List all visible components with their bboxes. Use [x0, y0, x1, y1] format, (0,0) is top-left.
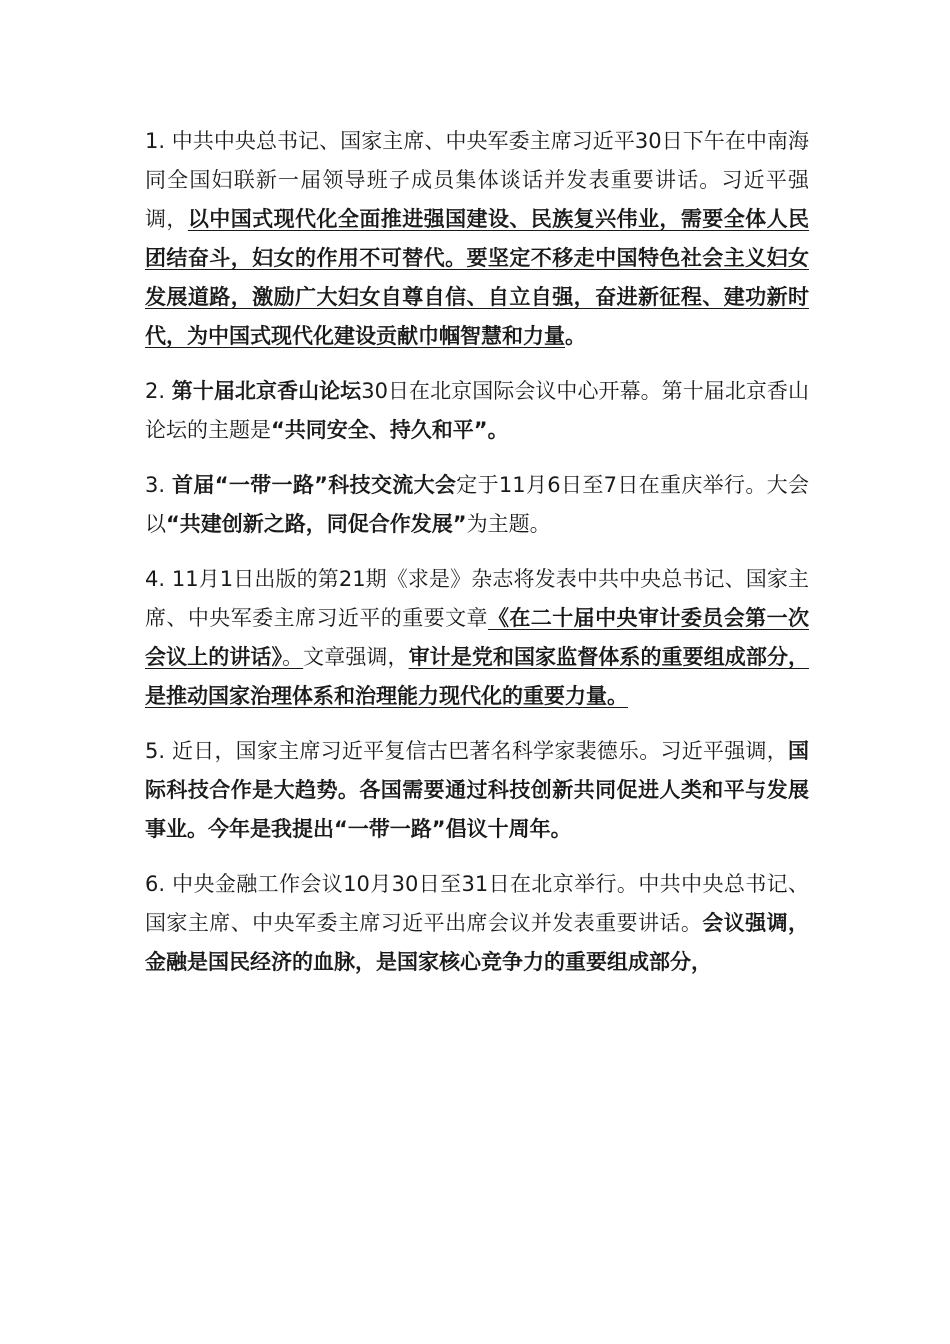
item-2-text: 30日在北京国际会议中心开幕。第十届北京香山论坛的主题是 — [145, 379, 809, 442]
item-4-highlight: 审计是党和国家监督体系的重要组成部分，是推动国家治理体系和治理能力现代化的重要力量。 — [145, 645, 810, 708]
item-3-theme: “共建创新之路，同促合作发展” — [166, 512, 467, 536]
item-3-text: 定于11月6日至7日在重庆举行。大会以 — [145, 473, 809, 536]
news-item-6 — [145, 865, 809, 982]
item-4-period: 。 — [282, 645, 304, 669]
item-3-number: 3. — [145, 473, 173, 497]
document-body — [145, 122, 809, 998]
news-item-1 — [145, 122, 809, 356]
item-4-article-title: 《在二十届中央审计委员会第一次会议上的讲话》 — [145, 606, 810, 669]
item-4-text-1: 4. 11月1日出版的第21期《求是》杂志将发表中共中央总书记、国家主席、中央军委主席习近平的重要文章 — [145, 567, 809, 630]
item-6-text: 6. 中央金融工作会议10月30日至31日在北京举行。中共中央总书记、国家主席、中央军委主席习近平出席会议并发表重要讲话。 — [145, 872, 809, 935]
item-1-text-1: 1. 中共中央总书记、国家主席、中央军委主席习近平30日下午在中南海同全国妇联新一届领导班子成员集体谈话并发表重要讲话。习近平强调， — [145, 129, 809, 231]
item-6-highlight: 会议强调，金融是国民经济的血脉，是国家核心竞争力的重要组成部分， — [145, 911, 809, 974]
item-3-event: 首届“一带一路”科技交流大会 — [172, 473, 457, 497]
item-5-text: 5. 近日，国家主席习近平复信古巴著名科学家裴德乐。习近平强调， — [145, 739, 788, 763]
news-item-2 — [145, 372, 809, 450]
item-1-text-end: 。 — [565, 324, 586, 348]
item-2-theme: “共同安全、持久和平”。 — [271, 418, 509, 442]
item-5-highlight: 国际科技合作是大趋势。各国需要通过科技创新共同促进人类和平与发展事业。今年是我提出“一带一路”倡议十周年。 — [145, 739, 809, 841]
news-item-5 — [145, 732, 809, 849]
news-item-3 — [145, 466, 809, 544]
item-3-text-end: 为主题。 — [466, 512, 551, 536]
item-2-number: 2. — [145, 379, 172, 403]
news-item-4 — [145, 560, 809, 716]
item-4-text-2: 文章强调， — [303, 645, 409, 669]
item-2-event: 第十届北京香山论坛 — [171, 379, 362, 403]
item-1-highlight: 以中国式现代化全面推进强国建设、民族复兴伟业，需要全体人民团结奋斗，妇女的作用不可替代。要坚定不移走中国特色社会主义妇女发展道路，激励广大妇女自尊自信、自立自强，奋进新征程、建功新时代，为中国式现代化建设贡献巾帼智慧和力量 — [145, 207, 810, 348]
